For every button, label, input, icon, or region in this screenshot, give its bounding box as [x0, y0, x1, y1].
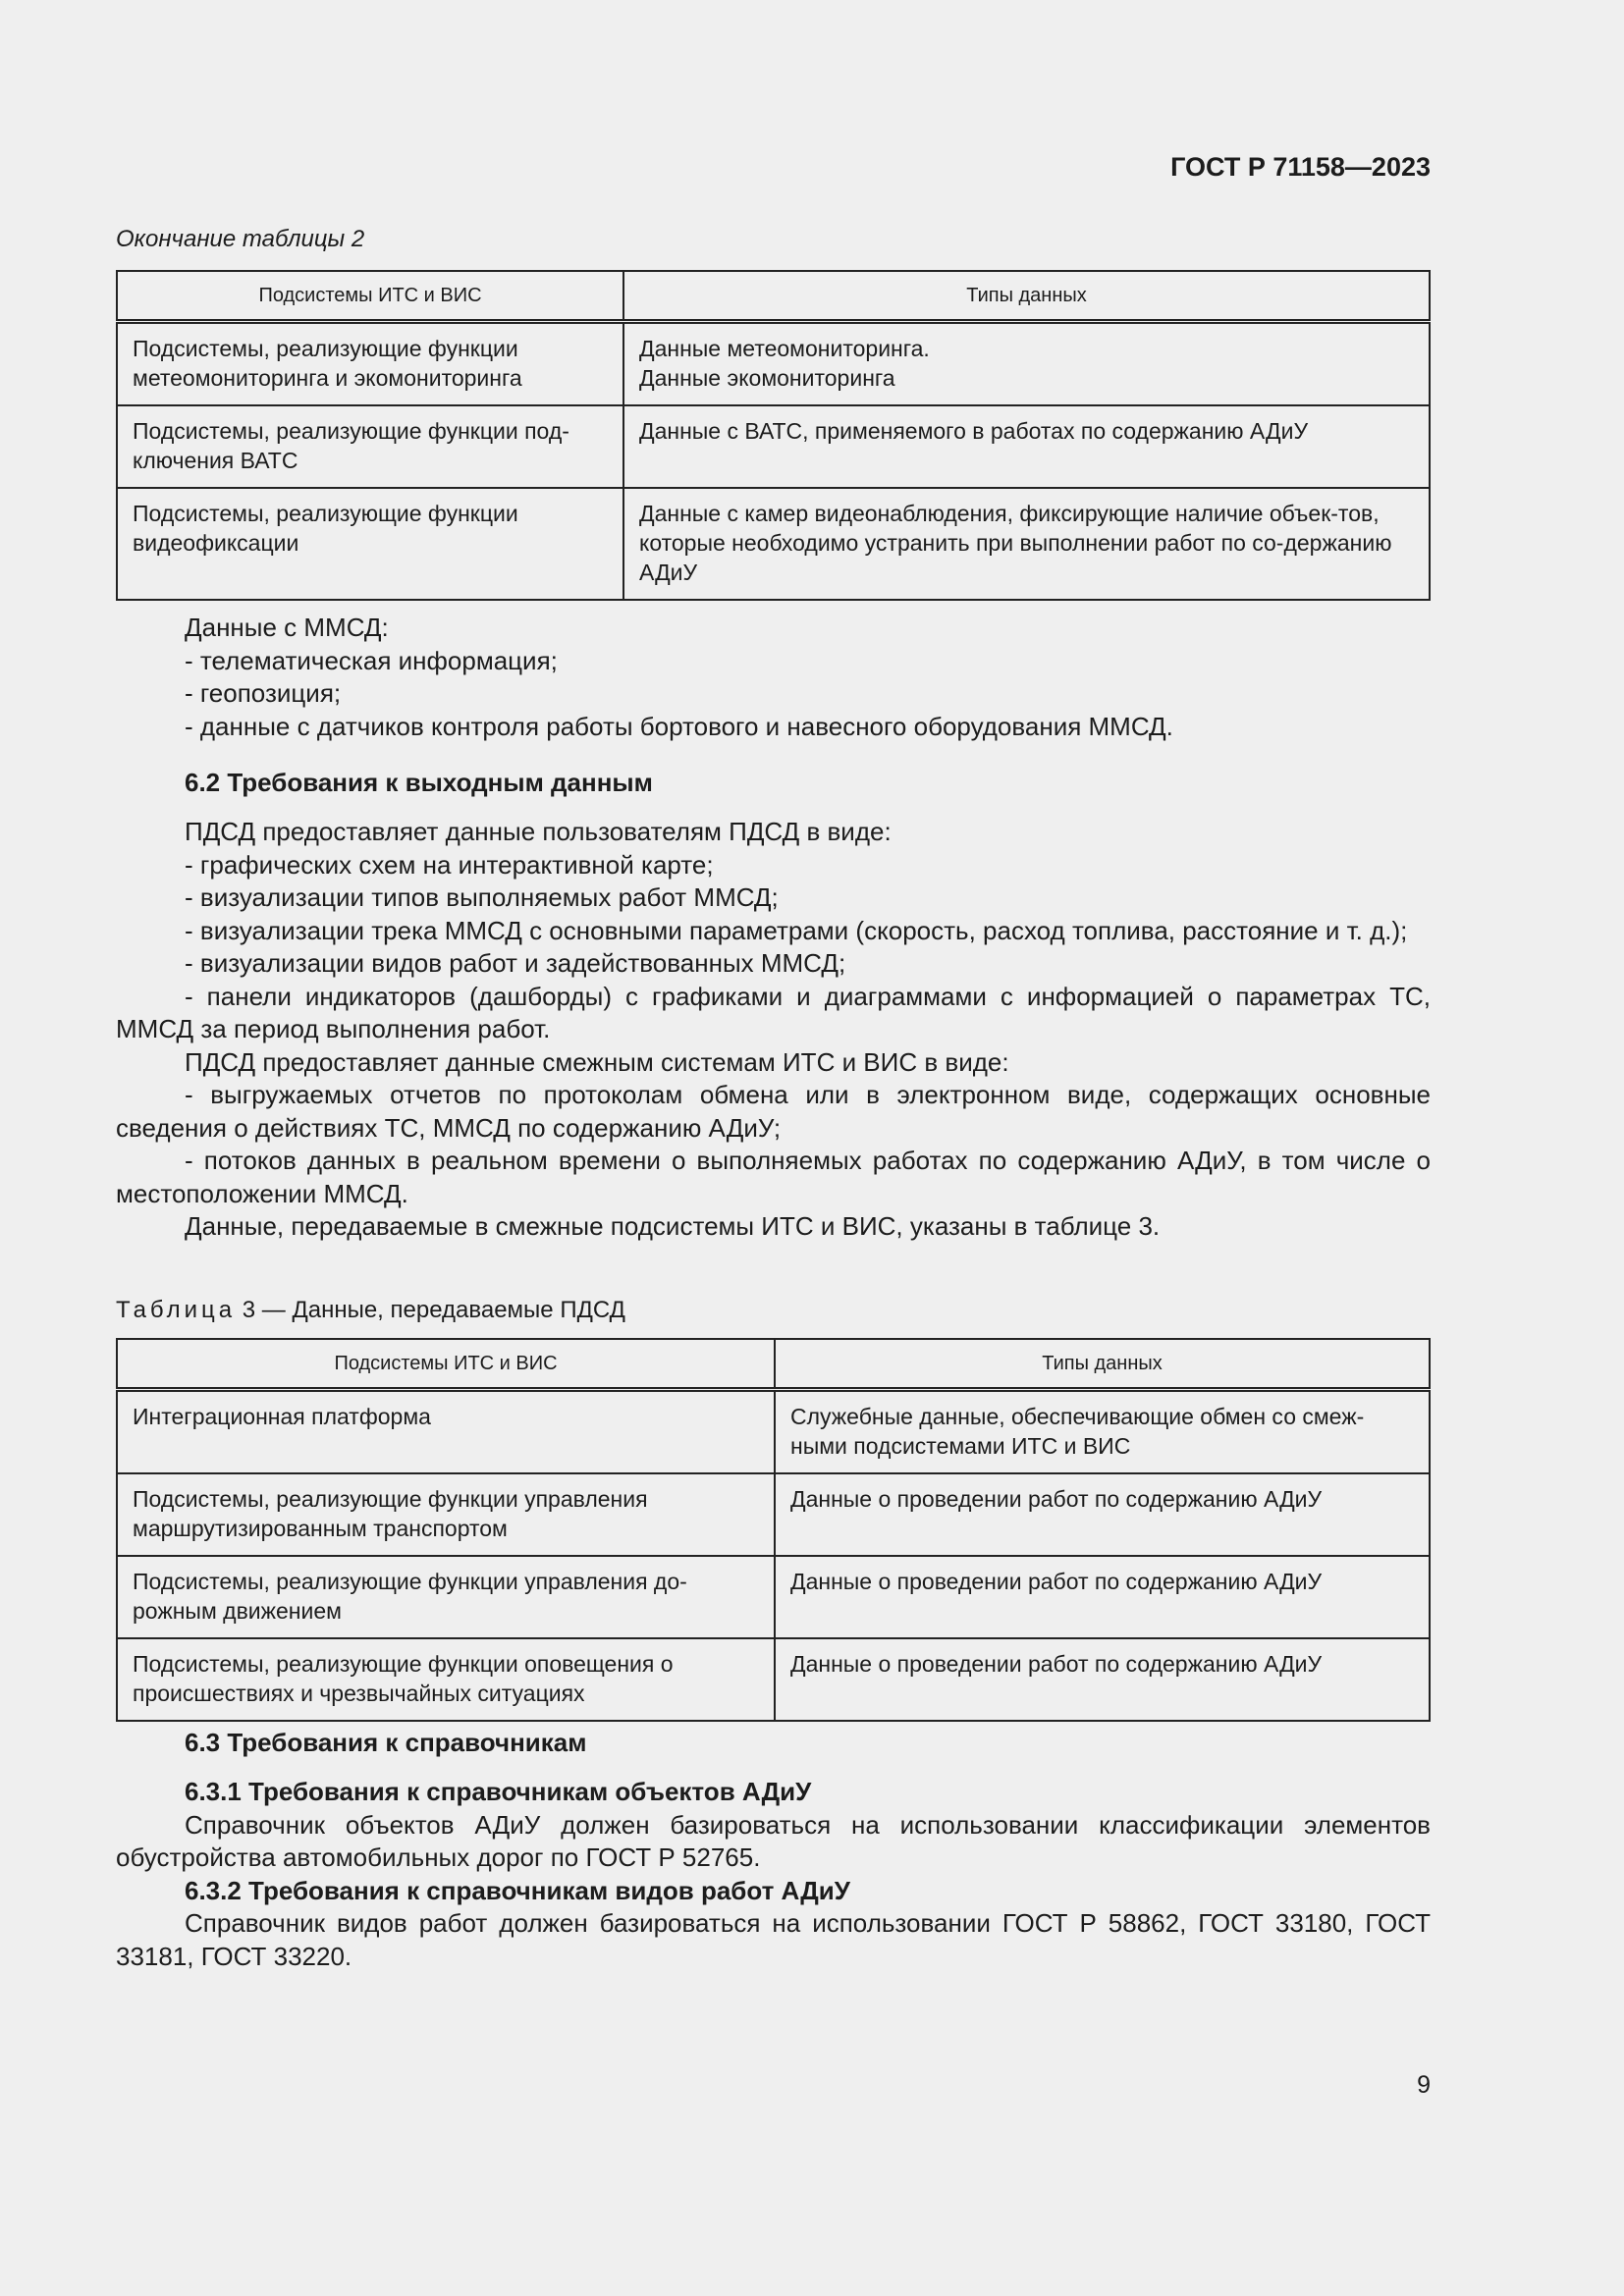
section-title: 6.3 Требования к справочникам [185, 1728, 587, 1757]
cell-data-types: Данные с камер видеонаблюдения, фиксирующие наличие объек-тов, которые необходимо устранить при выполнении работ по со-держанию АДиУ [623, 488, 1430, 600]
section-title: 6.2 Требования к выходным данным [185, 768, 653, 797]
cell-data-types [623, 322, 1430, 406]
table-row [117, 1473, 1430, 1556]
paragraph: Данные, передаваемые в смежные подсистемы ИТС и ВИС, указаны в таблице 3. [185, 1211, 1161, 1241]
list-item: - данные с датчиков контроля работы бортового и навесного оборудования ММСД. [185, 711, 1173, 741]
list-item: - геопозиция; [185, 678, 342, 708]
column-header-subsystems: Подсистемы ИТС и ВИС [117, 271, 623, 322]
list-item: - выгружаемых отчетов по протоколам обмена или в электронном виде, содержащих основные сведения о действиях ТС, ММСД по содержанию АДиУ; [116, 1080, 1431, 1143]
table-row [117, 322, 1430, 406]
cell-subsystem: Интеграционная платформа [117, 1390, 775, 1474]
column-header-data-types: Типы данных [623, 271, 1430, 322]
paragraph: ПДСД предоставляет данные пользователям ПДСД в виде: [185, 817, 892, 846]
cell-data-types: Служебные данные, обеспечивающие обмен со смеж-ными подсистемами ИТС и ВИС [775, 1390, 1430, 1474]
table-row [117, 1638, 1430, 1721]
table-header-row [117, 1339, 1430, 1390]
section-6-3-body [116, 1776, 1431, 1973]
cell-data-types: Данные с ВАТС, применяемого в работах по содержанию АДиУ [623, 405, 1430, 488]
cell-data-types: Данные о проведении работ по содержанию АДиУ [775, 1638, 1430, 1721]
mmsd-data-block [116, 612, 1431, 743]
paragraph: ПДСД предоставляет данные смежным системам ИТС и ВИС в виде: [185, 1046, 1009, 1077]
document-code: ГОСТ Р 71158—2023 [1170, 152, 1431, 182]
table-caption-text: 3 — Данные, передаваемые ПДСД [242, 1297, 625, 1323]
table-header-row [117, 271, 1430, 322]
column-header-data-types: Типы данных [775, 1339, 1430, 1390]
cell-subsystem: Подсистемы, реализующие функции метеомониторинга и экомониторинга [117, 322, 623, 406]
cell-data-types: Данные о проведении работ по содержанию АДиУ [775, 1473, 1430, 1556]
cell-subsystem: Подсистемы, реализующие функции оповещения о происшествиях и чрезвычайных ситуациях [117, 1638, 775, 1721]
paragraph: Справочник видов работ должен базироваться на использовании ГОСТ Р 58862, ГОСТ 33180, ГОСТ 33181, ГОСТ 33220. [116, 1908, 1431, 1971]
section-6-2 [116, 767, 1431, 800]
cell-subsystem: Подсистемы, реализующие функции управления маршрутизированным транспортом [117, 1473, 775, 1556]
list-item: - визуализации типов выполняемых работ ММСД; [185, 882, 779, 912]
table-2 [116, 270, 1431, 601]
cell-line: Данные метеомониторинга. [639, 336, 930, 361]
table-3-caption [116, 1293, 1431, 1328]
list-item: - панели индикаторов (дашборды) с графиками и диаграммами с информацией о параметрах ТС, ММСД за период выполнения работ. [116, 981, 1431, 1043]
table-3 [116, 1338, 1431, 1722]
table-row [117, 1390, 1430, 1474]
cell-data-types: Данные о проведении работ по содержанию АДиУ [775, 1556, 1430, 1638]
cell-subsystem: Подсистемы, реализующие функции управления до-рожным движением [117, 1556, 775, 1638]
paragraph: Справочник объектов АДиУ должен базироваться на использовании классификации элементов обустройства автомобильных дорог по ГОСТ Р 52765. [116, 1809, 1431, 1872]
subsection-title: 6.3.2 Требования к справочникам видов работ АДиУ [185, 1875, 850, 1905]
table-row [117, 488, 1430, 600]
cell-subsystem: Подсистемы, реализующие функции видеофиксации [117, 488, 623, 600]
list-item: - телематическая информация; [185, 645, 558, 675]
table-row [117, 405, 1430, 488]
list-item: - графических схем на интерактивной карте; [185, 849, 714, 880]
list-item: - визуализации видов работ и задействованных ММСД; [185, 948, 846, 978]
list-item: - потоков данных в реальном времени о выполняемых работах по содержанию АДиУ, в том числе о местоположении ММСД. [116, 1146, 1431, 1208]
cell-subsystem: Подсистемы, реализующие функции под-ключения ВАТС [117, 405, 623, 488]
page-number: 9 [1417, 2071, 1431, 2099]
section-6-2-body [116, 816, 1431, 1244]
paragraph: Данные с ММСД: [185, 613, 389, 642]
column-header-subsystems: Подсистемы ИТС и ВИС [117, 1339, 775, 1390]
subsection-title: 6.3.1 Требования к справочникам объектов АДиУ [185, 1777, 812, 1806]
cell-line: Данные экомониторинга [639, 365, 895, 391]
list-item: - визуализации трека ММСД с основными параметрами (скорость, расход топлива, расстояние и т. д.); [185, 915, 1408, 945]
table-row [117, 1556, 1430, 1638]
table-2-continuation-caption: Окончание таблицы 2 [116, 226, 365, 252]
section-6-3 [116, 1727, 1431, 1760]
table-caption-word: Таблица [116, 1297, 237, 1323]
